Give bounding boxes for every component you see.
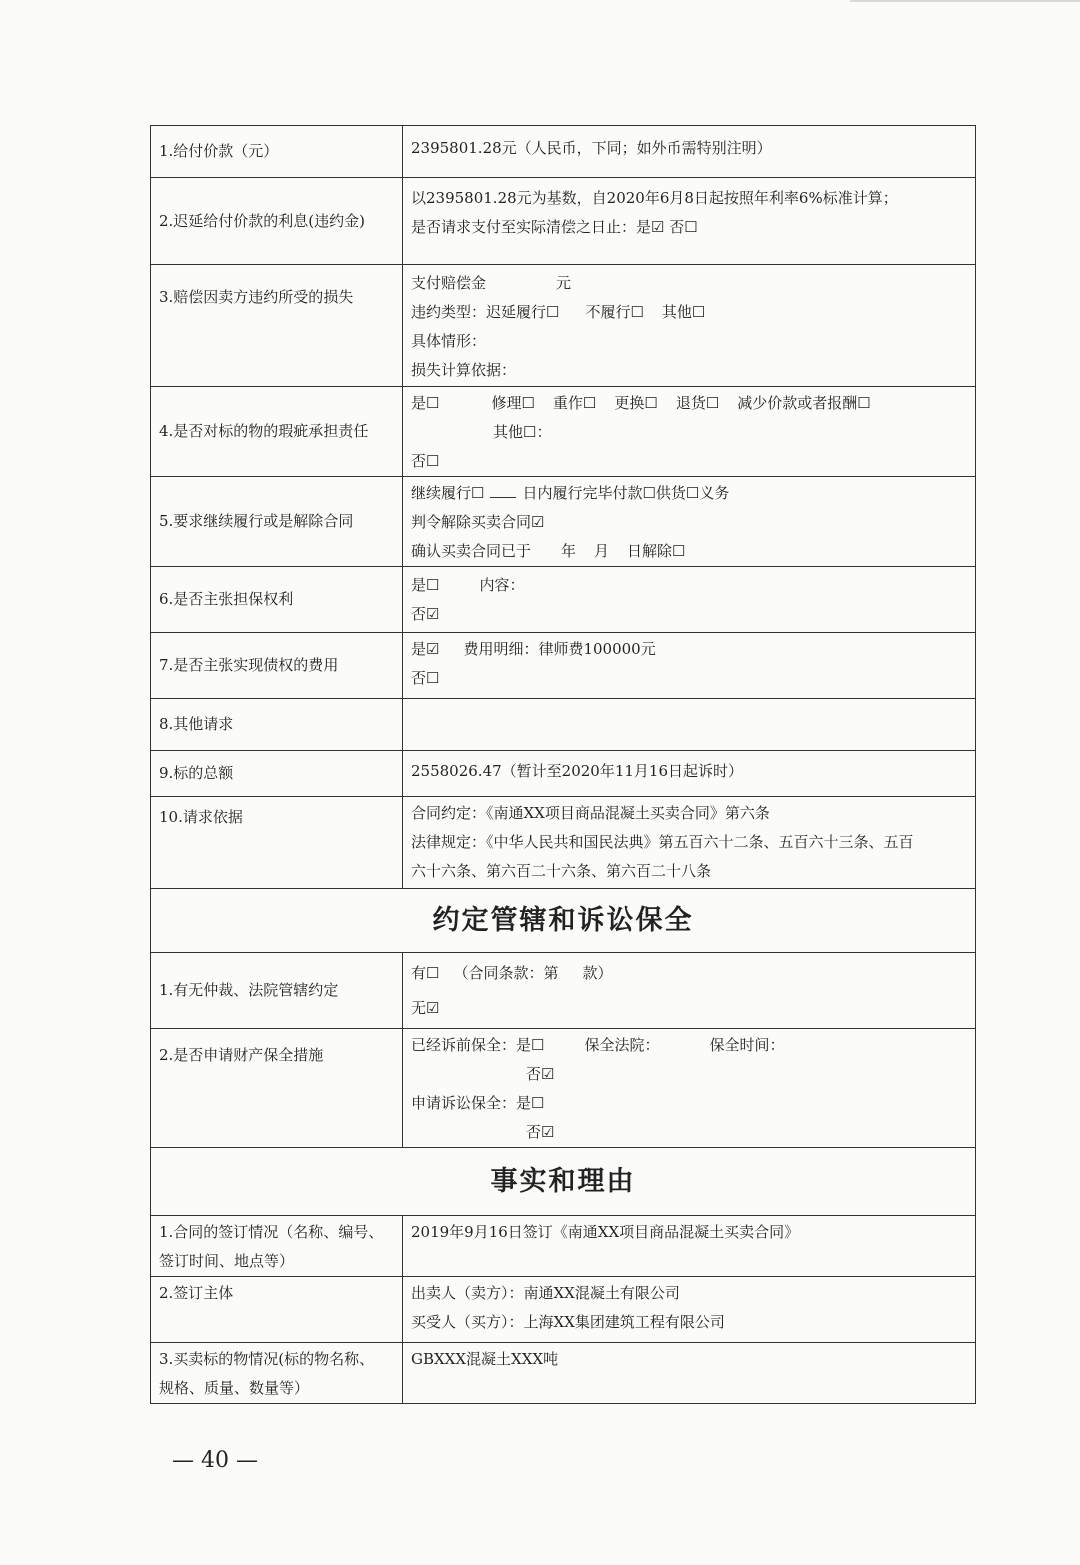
claim-line: 以2395801.28元为基数，自2020年6月8日起按照年利率6%标准计算； (411, 189, 898, 207)
facts-row (151, 1343, 976, 1404)
claim-row (151, 567, 976, 633)
facts-label-line: 规格、质量、数量等） (159, 1379, 310, 1397)
claim-label: 7.是否主张实现债权的费用 (151, 633, 403, 699)
claim-value (403, 633, 976, 699)
claim-line: 其他☐： (493, 423, 552, 441)
jurisdiction-value (403, 953, 976, 1029)
claim-line: 支付赔偿金 元 (411, 274, 572, 292)
jurisdiction-line: 否☑ (526, 1065, 555, 1083)
claim-value (403, 178, 976, 265)
facts-line: 2019年9月16日签订《南通XX项目商品混凝土买卖合同》 (411, 1223, 800, 1241)
claim-line: 判令解除买卖合同☑ (411, 513, 545, 531)
claim-line: 2395801.28元（人民币，下同；如外币需特别注明） (411, 139, 772, 157)
claim-row (151, 387, 976, 477)
facts-line: 买受人（买方）：上海XX集团建筑工程有限公司 (411, 1313, 725, 1331)
claim-label: 4.是否对标的物的瑕疵承担责任 (151, 387, 403, 477)
facts-value (403, 1216, 976, 1277)
jurisdiction-label: 1.有无仲裁、法院管辖约定 (151, 953, 403, 1029)
facts-label-line: 1.合同的签订情况（名称、编号、 (159, 1223, 384, 1241)
facts-label (151, 1343, 403, 1404)
claim-line: 六十六条、第六百二十六条、第六百二十八条 (411, 862, 712, 880)
claim-row (151, 477, 976, 567)
claim-value (403, 265, 976, 387)
facts-row (151, 1216, 976, 1277)
claim-line: 否☐ (411, 669, 440, 687)
claim-line: 法律规定：《中华人民共和国民法典》第五百六十二条、五百六十三条、五百 (411, 833, 914, 851)
claim-row (151, 178, 976, 265)
claim-value (403, 387, 976, 477)
claim-label: 9.标的总额 (151, 751, 403, 797)
jurisdiction-line: 已经诉前保全：是☐ 保全法院： 保全时间： (411, 1036, 785, 1054)
claim-line: 确认买卖合同已于 年 月 日解除☐ (411, 542, 686, 560)
jurisdiction-line: 申请诉讼保全：是☐ (411, 1094, 545, 1112)
jurisdiction-line: 无☑ (411, 999, 440, 1017)
claim-line: 是☑ 费用明细：律师费100000元 (411, 640, 656, 658)
facts-label (151, 1277, 403, 1343)
claim-row (151, 633, 976, 699)
jurisdiction-line: 否☑ (526, 1123, 555, 1141)
claim-label: 6.是否主张担保权利 (151, 567, 403, 633)
section-title-facts: 事实和理由 (151, 1148, 976, 1216)
facts-label-line: 2.签订主体 (159, 1284, 234, 1302)
claim-line: 损失计算依据： (411, 361, 517, 379)
jurisdiction-line: 有☐ （合同条款：第 款） (411, 964, 613, 982)
section-heading-row (151, 1148, 976, 1216)
claim-value (403, 126, 976, 178)
claim-row (151, 265, 976, 387)
claim-label: 10.请求依据 (151, 797, 403, 889)
jurisdiction-row (151, 953, 976, 1029)
section-heading-row (151, 889, 976, 953)
facts-line: 出卖人（卖方）：南通XX混凝土有限公司 (411, 1284, 680, 1302)
claim-value (403, 477, 976, 567)
claim-row (151, 751, 976, 797)
claim-label: 5.要求继续履行或是解除合同 (151, 477, 403, 567)
claim-line: 是☐ 修理☐ 重作☐ 更换☐ 退货☐ 减少价款或者报酬☐ (411, 394, 871, 412)
facts-row (151, 1277, 976, 1343)
claim-line: 合同约定：《南通XX项目商品混凝土买卖合同》第六条 (411, 804, 770, 822)
jurisdiction-row (151, 1029, 976, 1148)
claim-line: 否☐ (411, 452, 440, 470)
facts-label-line: 3.买卖标的物情况(标的物名称、 (159, 1350, 375, 1368)
claim-label: 1.给付价款（元） (151, 126, 403, 178)
claim-label: 2.迟延给付价款的利息(违约金) (151, 178, 403, 265)
claim-value (403, 797, 976, 889)
blank-field (490, 483, 516, 498)
scan-edge-line (850, 0, 1080, 2)
claim-row (151, 797, 976, 889)
claim-line: 具体情形： (411, 332, 487, 350)
form-table (150, 125, 976, 1404)
claim-row (151, 699, 976, 751)
claim-value (403, 751, 976, 797)
jurisdiction-value (403, 1029, 976, 1148)
facts-value (403, 1277, 976, 1343)
facts-label-line: 签订时间、地点等） (159, 1252, 295, 1270)
claim-value (403, 567, 976, 633)
claim-value (403, 699, 976, 751)
claim-line: 继续履行☐ 日内履行完毕付款☐供货☐义务 (411, 484, 730, 502)
claim-line: 否☑ (411, 605, 440, 623)
facts-label (151, 1216, 403, 1277)
claim-line: 2558026.47（暂计至2020年11月16日起诉时） (411, 762, 744, 780)
claims-form (150, 125, 976, 1404)
claim-row (151, 126, 976, 178)
facts-value (403, 1343, 976, 1404)
page-number: — 40 — (172, 1448, 258, 1473)
claim-line: 违约类型：迟延履行☐ 不履行☐ 其他☐ (411, 303, 706, 321)
claim-line: 是否请求支付至实际清偿之日止：是☑ 否☐ (411, 218, 698, 236)
section-title-jurisdiction: 约定管辖和诉讼保全 (151, 889, 976, 953)
facts-line: GBXXX混凝土XXX吨 (411, 1350, 559, 1368)
claim-label: 8.其他请求 (151, 699, 403, 751)
claim-label: 3.赔偿因卖方违约所受的损失 (151, 265, 403, 387)
claim-line: 是☐ 内容： (411, 576, 525, 594)
jurisdiction-label: 2.是否申请财产保全措施 (151, 1029, 403, 1148)
